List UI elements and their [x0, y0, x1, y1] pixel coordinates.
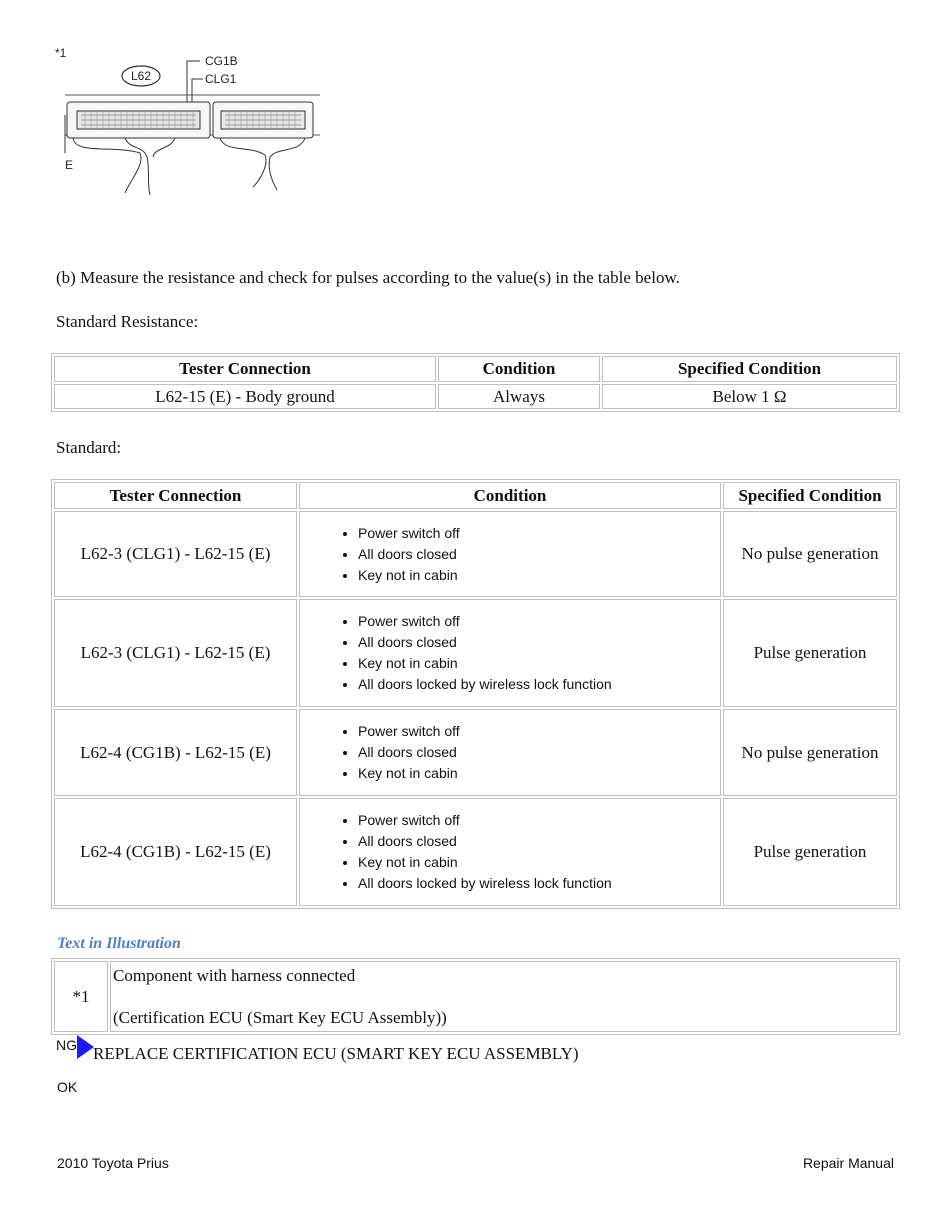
ng-label: NG	[56, 1037, 77, 1053]
header-condition: Condition	[299, 482, 721, 509]
table-header-row	[54, 482, 897, 509]
list-item: • Power switch off	[358, 523, 720, 544]
cell-conditions	[299, 511, 721, 597]
description-line-1: Component with harness connected	[113, 966, 356, 985]
illustration-text-table	[51, 958, 900, 1035]
cell-conditions	[299, 798, 721, 906]
table-row	[54, 511, 897, 597]
connector-label: L62	[130, 69, 152, 83]
header-specified-condition: Specified Condition	[723, 482, 897, 509]
cell-specified: Pulse generation	[723, 798, 897, 906]
cell-marker: *1	[54, 961, 108, 1032]
instruction-text: (b) Measure the resistance and check for pulses according to the value(s) in the table below.	[56, 268, 680, 287]
list-item: • Power switch off	[358, 810, 720, 831]
ok-label: OK	[57, 1079, 78, 1095]
cell-condition: Always	[438, 384, 600, 409]
condition-list	[300, 611, 720, 695]
table-row	[54, 384, 897, 409]
list-item: • Key not in cabin	[358, 852, 720, 873]
condition-list	[300, 721, 720, 784]
cell-specified: No pulse generation	[723, 511, 897, 597]
connector-body	[65, 61, 320, 195]
list-item: • All doors closed	[358, 831, 720, 852]
ng-action[interactable]: REPLACE CERTIFICATION ECU (SMART KEY ECU ASSEMBLY)	[93, 1044, 579, 1063]
pulse-table	[51, 479, 900, 909]
header-tester-connection: Tester Connection	[54, 482, 297, 509]
header-specified-condition: Specified Condition	[602, 356, 897, 382]
cell-connection: L62-3 (CLG1) - L62-15 (E)	[54, 599, 297, 707]
list-item: • Key not in cabin	[358, 565, 720, 586]
list-item: • Key not in cabin	[358, 763, 720, 784]
list-item: • All doors closed	[358, 742, 720, 763]
cell-conditions	[299, 599, 721, 707]
table-row	[54, 709, 897, 796]
standard-caption: Standard:	[56, 438, 122, 457]
list-item: • All doors closed	[358, 632, 720, 653]
header-condition: Condition	[438, 356, 600, 382]
list-item: • All doors locked by wireless lock function	[358, 873, 720, 894]
arrow-right-icon	[77, 1035, 94, 1059]
resistance-table	[51, 353, 900, 412]
cell-connection: L62-15 (E) - Body ground	[54, 384, 436, 409]
ground-label: E	[65, 158, 74, 172]
table-row	[54, 798, 897, 906]
list-item: • All doors locked by wireless lock function	[358, 674, 720, 695]
cell-connection: L62-4 (CG1B) - L62-15 (E)	[54, 709, 297, 796]
condition-list	[300, 523, 720, 586]
cell-description	[110, 961, 897, 1032]
condition-list	[300, 810, 720, 894]
description-line-2: (Certification ECU (Smart Key ECU Assembly))	[113, 1008, 447, 1027]
cell-conditions	[299, 709, 721, 796]
section-heading: Text in Illustration	[57, 935, 181, 952]
table-row	[54, 961, 897, 1032]
list-item: • Key not in cabin	[358, 653, 720, 674]
header-tester-connection: Tester Connection	[54, 356, 436, 382]
table-header-row	[54, 356, 897, 382]
cell-specified: Pulse generation	[723, 599, 897, 707]
cell-connection: L62-3 (CLG1) - L62-15 (E)	[54, 511, 297, 597]
resistance-caption: Standard Resistance:	[56, 312, 199, 331]
table-row	[54, 599, 897, 707]
list-item: • All doors closed	[358, 544, 720, 565]
cell-specified: No pulse generation	[723, 709, 897, 796]
list-item: • Power switch off	[358, 611, 720, 632]
illustration-marker: *1	[55, 46, 67, 60]
connector-illustration	[55, 45, 325, 200]
cell-connection: L62-4 (CG1B) - L62-15 (E)	[54, 798, 297, 906]
footer-right: Repair Manual	[802, 1155, 894, 1171]
pin-label-cg1b: CG1B	[205, 54, 238, 68]
list-item: • Power switch off	[358, 721, 720, 742]
pin-label-clg1: CLG1	[205, 72, 237, 86]
footer-left: 2010 Toyota Prius	[57, 1155, 169, 1171]
cell-specified: Below 1 Ω	[602, 384, 897, 409]
